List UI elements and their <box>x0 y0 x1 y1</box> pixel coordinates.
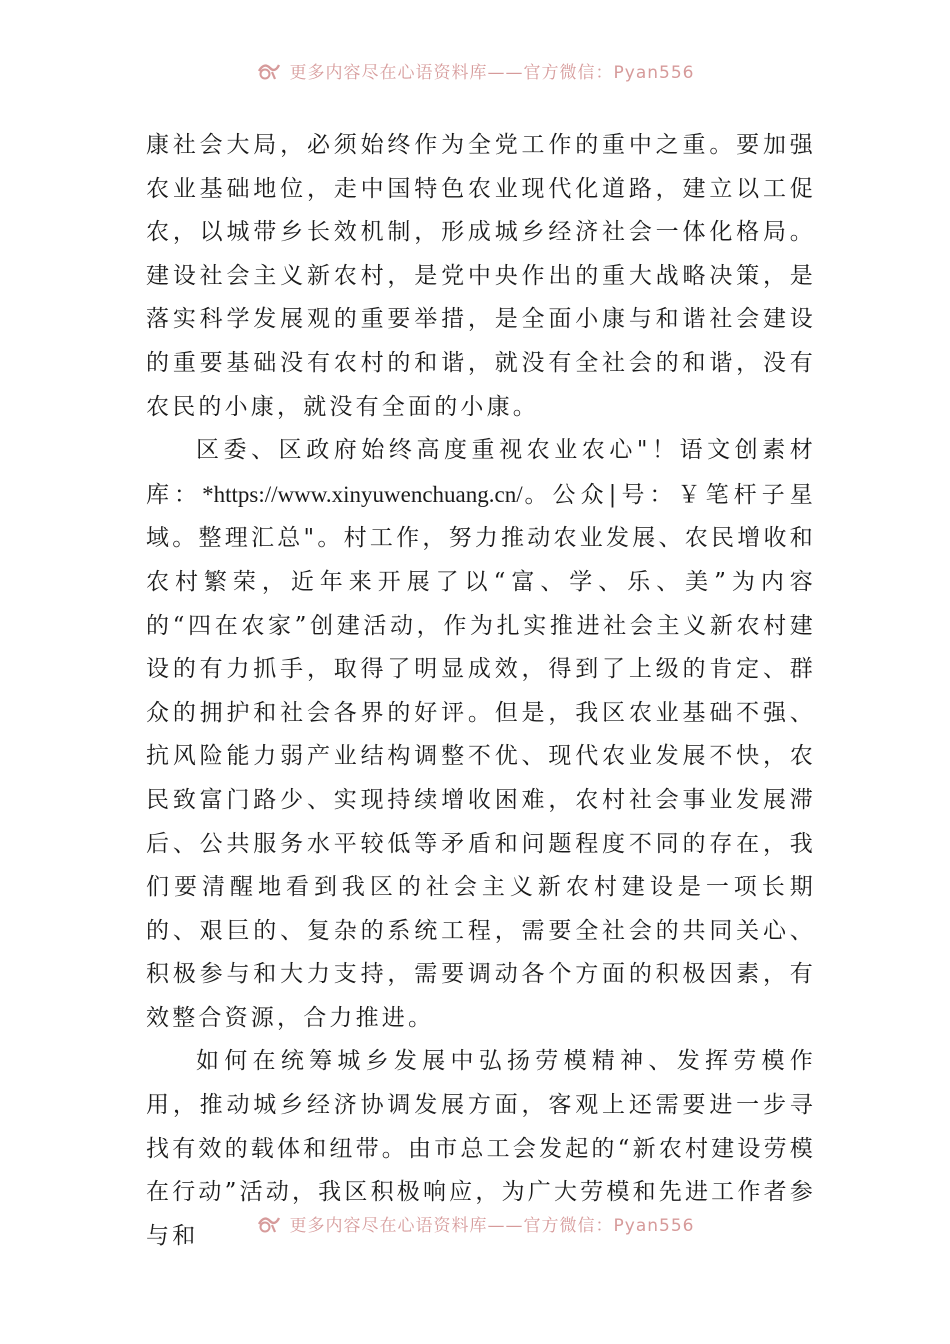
watermark-logo-icon <box>256 1212 282 1234</box>
document-body <box>146 124 816 1258</box>
watermark-text: 更多内容尽在心语资料库——官方微信：Pyan556 <box>289 1215 695 1236</box>
paragraph-2-lead: 区委、区政府始终高度重视农业农心"！语文创素材库： <box>146 437 816 508</box>
source-url-text: *https://www.xinyuwenchuang.cn/ <box>202 481 523 507</box>
paragraph-3: 如何在统筹城乡发展中弘扬劳模精神、发挥劳模作用，推动城乡经济协调发展方面，客观上还需要进一步寻找有效的载体和纽带。由市总工会发起的“新农村建设劳模在行动”活动，我区积极响应，为广大劳模和先进工作者参与和 <box>146 1048 816 1249</box>
watermark-text: 更多内容尽在心语资料库——官方微信：Pyan556 <box>289 62 695 83</box>
paragraph-2-body: 。公众|号：￥笔杆子星域。整理汇总"。村工作，努力推动农业发展、农民增收和农村繁荣，近年来开展了以“富、学、乐、美”为内容的“四在农家”创建活动，作为扎实推进社会主义新农村建设的有力抓手，取得了明显成效，得到了上级的肯定、群众的拥护和社会各界的好评。但是，我区农业基础不强、抗风险能力弱产业结构调整不优、现代农业发展不快，农民致富门路少、实现持续增收困难，农村社会事业发展滞后、公共服务水平较低等矛盾和问题程度不同的存在，我们要清醒地看到我区的社会主义新农村建设是一项长期的、艰巨的、复杂的系统工程，需要全社会的共同关心、积极参与和大力支持，需要调动各个方面的积极因素，有效整合资源，合力推进。 <box>146 481 816 1031</box>
header-watermark <box>0 55 950 85</box>
paragraph-1: 康社会大局，必须始终作为全党工作的重中之重。要加强农业基础地位，走中国特色农业现代化道路，建立以工促农，以城带乡长效机制，形成城乡经济社会一体化格局。建设社会主义新农村，是党中央作出的重大战略决策，是落实科学发展观的重要举措，是全面小康与和谐社会建设的重要基础没有农村的和谐，就没有全社会的和谐，没有农民的小康，就没有全面的小康。 <box>146 132 816 420</box>
watermark-logo-icon <box>256 59 282 81</box>
paragraph-2 <box>146 429 816 1040</box>
footer-watermark <box>0 1208 950 1238</box>
